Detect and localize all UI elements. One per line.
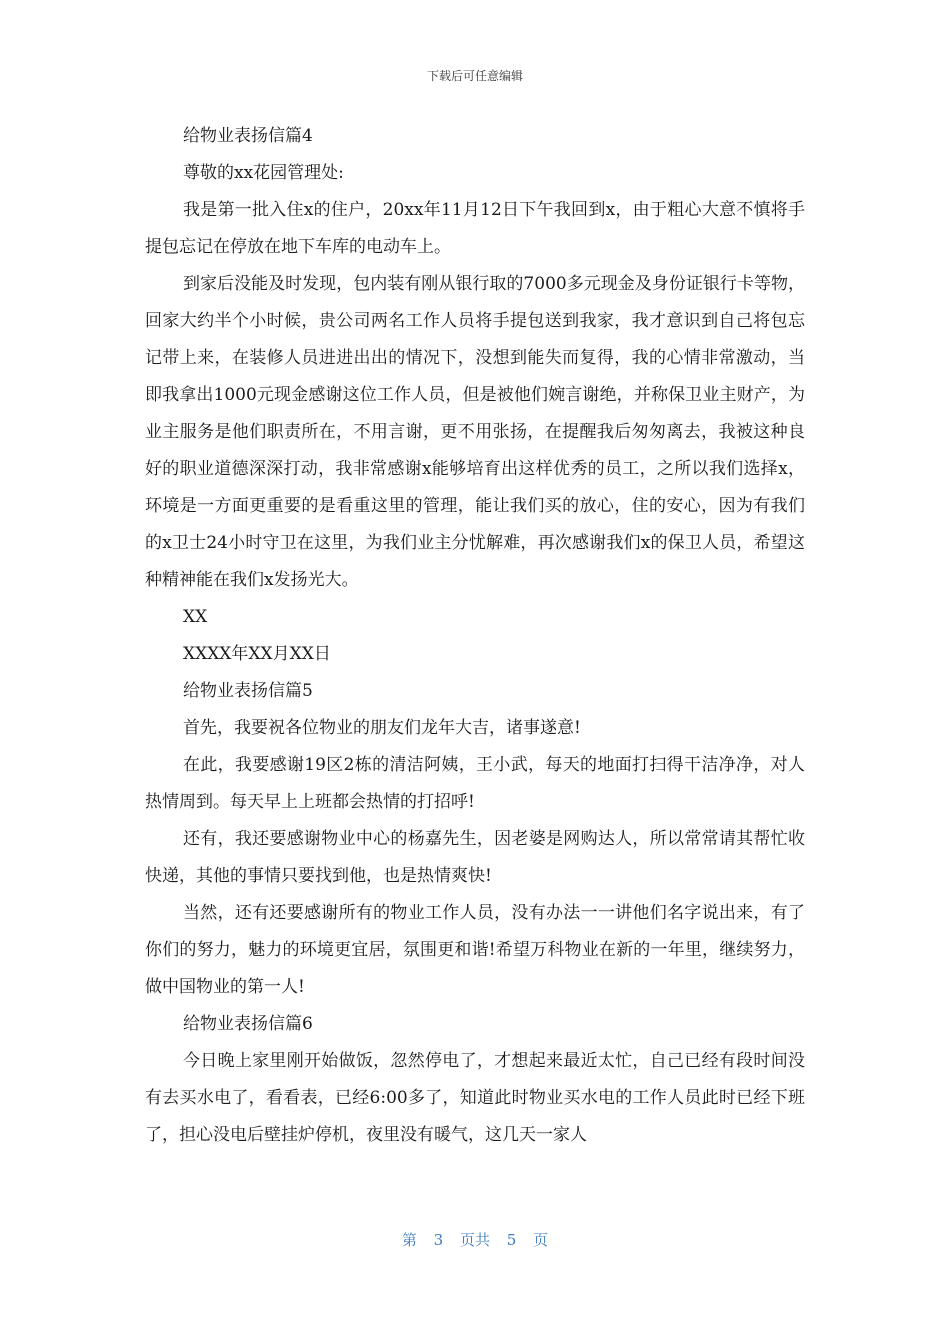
paragraph: 在此，我要感谢19区2栋的清洁阿姨，王小武，每天的地面打扫得干洁净净，对人热情周到。每天早上上班都会热情的打招呼! <box>145 755 805 812</box>
footer-ye: 页 <box>533 1231 549 1249</box>
page-footer <box>0 1229 950 1250</box>
paragraph: 我是第一批入住x的住户，20xx年11月12日下午我回到x，由于粗心大意不慎将手提包忘记在停放在地下车库的电动车上。 <box>145 200 805 257</box>
paragraph: 今日晚上家里刚开始做饭，忽然停电了，才想起来最近太忙，自己已经有段时间没有去买水电了，看看表，已经6:00多了，知道此时物业买水电的工作人员此时已经下班了，担心没电后壁挂炉停机，夜里没有暖气，这几天一家人 <box>145 1051 805 1145</box>
current-page-number: 3 <box>433 1231 444 1249</box>
header-note: 下载后可任意编辑 <box>426 69 523 83</box>
paragraph: 到家后没能及时发现，包内装有刚从银行取的7000多元现金及身份证银行卡等物，回家大约半个小时候，贵公司两名工作人员将手提包送到我家，我才意识到自己将包忘记带上来，在装修人员进进出出的情况下，没想到能失而复得，我的心情非常激动，当即我拿出1000元现金感谢这位工作人员，但是被他们婉言谢绝，并称保卫业主财产，为业主服务是他们职责所在，不用言谢，更不用张扬，在提醒我后匆匆离去，我被这种良好的职业道德深深打动，我非常感谢x能够培育出这样优秀的员工，之所以我们选择x，环境是一方面更重要的是看重这里的管理，能让我们买的放心，住的安心，因为有我们的x卫士24小时守卫在这里，为我们业主分忧解难，再次感谢我们x的保卫人员，希望这种精神能在我们x发扬光大。 <box>145 274 805 590</box>
paragraph: 还有，我还要感谢物业中心的杨嘉先生，因老婆是网购达人，所以常常请其帮忙收快递，其他的事情只要找到他，也是热情爽快! <box>145 829 805 886</box>
paragraph: 首先，我要祝各位物业的朋友们龙年大吉，诸事遂意! <box>183 718 581 738</box>
signature: XX <box>183 607 208 627</box>
section-title: 给物业表扬信篇4 <box>183 126 313 146</box>
paragraph: 当然，还有还要感谢所有的物业工作人员，没有办法一一讲他们名字说出来，有了你们的努力，魅力的环境更宜居，氛围更和谐!希望万科物业在新的一年里，继续努力，做中国物业的第一人! <box>145 903 805 997</box>
salutation: 尊敬的xx花园管理处: <box>183 163 344 183</box>
section-title: 给物业表扬信篇5 <box>183 681 313 701</box>
footer-ye-gong: 页共 <box>459 1231 490 1249</box>
total-pages-number: 5 <box>506 1231 517 1249</box>
document-body <box>145 118 805 1154</box>
date-line: XXXX年XX月XX日 <box>183 644 331 664</box>
section-title: 给物业表扬信篇6 <box>183 1014 313 1034</box>
footer-di: 第 <box>401 1231 417 1249</box>
